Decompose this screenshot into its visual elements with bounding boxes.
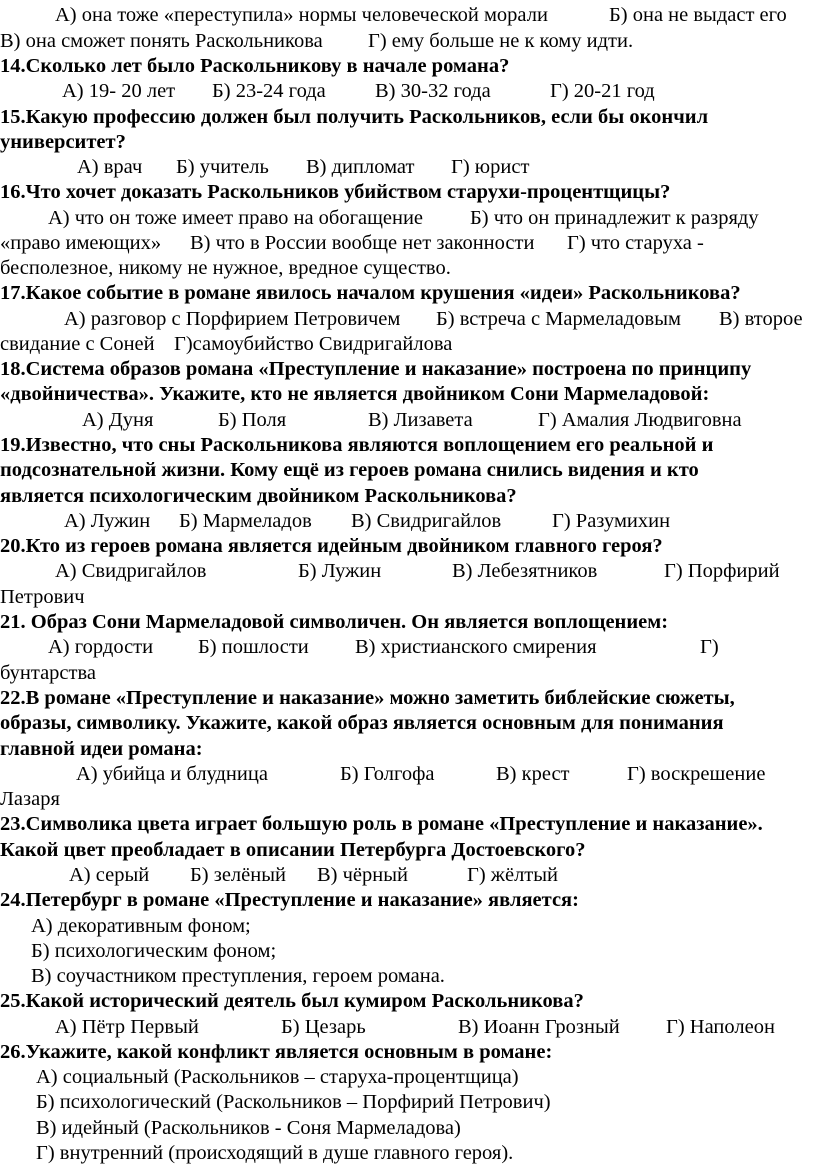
q22-question-1: 22.В романе «Преступление и наказание» можно заметить библейские сюжеты, [0,687,735,709]
q21-option-v: В) христианского смирения [355,636,597,658]
q22-question-2: образы, символику. Укажите, какой образ является основным для понимания [0,712,724,734]
q26-question: 26.Укажите, какой конфликт является основным в романе: [0,1041,553,1063]
q16-option-v: В) что в России вообще нет законности [190,232,535,254]
q15-option-v: В) дипломат [306,156,415,178]
q25-option-a: А) Пётр Первый [55,1016,199,1038]
q15-option-a: А) врач [77,156,143,178]
q19-question-3: является психологическим двойником Раскольникова? [0,485,517,507]
q16-question: 16.Что хочет доказать Раскольников убийством старухи-процентщицы? [0,181,671,203]
q23-option-b: Б) зелёный [190,864,286,886]
q18-option-a: А) Дуня [82,409,154,431]
q17-option-b: Б) встреча с Мармеладовым [436,308,681,330]
q18-option-g: Г) Амалия Людвиговна [538,409,742,431]
q24-option-a: А) декоративным фоном; [31,915,251,937]
q20-option-g: Г) Порфирий [664,560,780,582]
q15-option-g: Г) юрист [451,156,530,178]
q13-option-b: Б) она не выдаст его [609,4,787,26]
q20-option-v: В) Лебезятников [452,560,598,582]
q16-option-b: Б) что он принадлежит к разряду [470,207,759,229]
q15-option-b: Б) учитель [176,156,269,178]
q17-question: 17.Какое событие в романе явилось началом крушения «идеи» Раскольникова? [0,282,741,304]
q25-option-g: Г) Наполеон [666,1016,775,1038]
q17-option-v: В) второе [719,308,803,330]
q20-option-b: Б) Лужин [298,560,382,582]
q18-option-b: Б) Поля [218,409,287,431]
q17-option-v-cont: свидание с Соней [0,333,155,355]
q21-option-a: А) гордости [48,636,154,658]
q13-option-a: А) она тоже «переступила» нормы человеческой морали [55,4,548,26]
q16-option-b-cont: «право имеющих» [0,232,162,254]
q19-option-g: Г) Разумихин [552,510,671,532]
q21-line-2: бунтарства [0,662,96,684]
q18-question-1: 18.Система образов романа «Преступление и наказание» построена по принципу [0,358,752,380]
q19-option-v: В) Свидригайлов [351,510,502,532]
q13-option-g: Г) ему больше не к кому идти. [368,30,634,52]
q16-line-3: бесполезное, никому не нужное, вредное существо. [0,257,451,279]
q26-option-v: В) идейный (Раскольников - Соня Мармеладова) [36,1117,461,1139]
q19-option-b: Б) Мармеладов [179,510,312,532]
q23-option-v: В) чёрный [317,864,408,886]
q21-question: 21. Образ Сони Мармеладовой символичен. Он является воплощением: [0,611,669,633]
q24-option-v: В) соучастником преступления, героем романа. [31,965,445,987]
q22-option-b: Б) Голгофа [340,763,435,785]
q25-option-v: В) Иоанн Грозный [458,1016,620,1038]
q14-option-g: Г) 20-21 год [550,80,655,102]
q17-option-a: А) разговор с Порфирием Петровичем [64,308,401,330]
q25-question: 25.Какой исторический деятель был кумиром Раскольникова? [0,990,584,1012]
q20-option-a: А) Свидригайлов [55,560,207,582]
q19-question-1: 19.Известно, что сны Раскольникова являются воплощением его реальной и [0,434,714,456]
q13-option-v: В) она сможет понять Раскольникова [0,30,323,52]
q14-option-b: Б) 23-24 года [212,80,326,102]
q24-question: 24.Петербург в романе «Преступление и наказание» является: [0,889,579,911]
q21-option-g: Г) [700,636,719,658]
q20-question: 20.Кто из героев романа является идейным двойником главного героя? [0,535,663,557]
q22-option-v: В) крест [496,763,570,785]
q18-question-2: «двойничества». Укажите, кто не является двойником Сони Мармеладовой: [0,383,710,405]
q21-option-b: Б) пошлости [198,636,309,658]
q19-option-a: А) Лужин [64,510,151,532]
q23-question-1: 23.Символика цвета играет большую роль в романе «Преступление и наказание». [0,813,763,835]
q23-option-g: Г) жёлтый [467,864,558,886]
q24-option-b: Б) психологическим фоном; [31,940,277,962]
q16-option-g: Г) что старуха - [567,232,704,254]
q26-option-b: Б) психологический (Раскольников – Порфирий Петрович) [36,1091,551,1113]
q14-option-a: А) 19- 20 лет [62,80,176,102]
q22-option-a: А) убийца и блудница [76,763,268,785]
q22-question-3: главной идеи романа: [0,738,203,760]
q15-question-2: университет? [0,131,126,153]
q23-question-2: Какой цвет преобладает в описании Петербурга Достоевского? [0,839,586,861]
q17-option-g: Г)самоубийство Свидригайлова [174,333,453,355]
q18-option-v: В) Лизавета [368,409,473,431]
q14-question: 14.Сколько лет было Раскольникову в начале романа? [0,55,510,77]
q16-option-a: А) что он тоже имеет право на обогащение [48,207,424,229]
q22-option-g: Г) воскрешение [627,763,766,785]
q25-option-b: Б) Цезарь [281,1016,366,1038]
q15-question-1: 15.Какую профессию должен был получить Раскольников, если бы окончил [0,106,709,128]
q26-option-a: А) социальный (Раскольников – старуха-процентщица) [36,1066,519,1088]
q22-line-2: Лазаря [0,788,60,810]
q20-line-2: Петрович [0,586,85,608]
q26-option-g: Г) внутренний (происходящий в душе главного героя). [36,1142,514,1164]
q14-option-v: В) 30-32 года [375,80,491,102]
q23-option-a: А) серый [69,864,150,886]
q19-question-2: подсознательной жизни. Кому ещё из героев романа снились видения и кто [0,459,699,481]
